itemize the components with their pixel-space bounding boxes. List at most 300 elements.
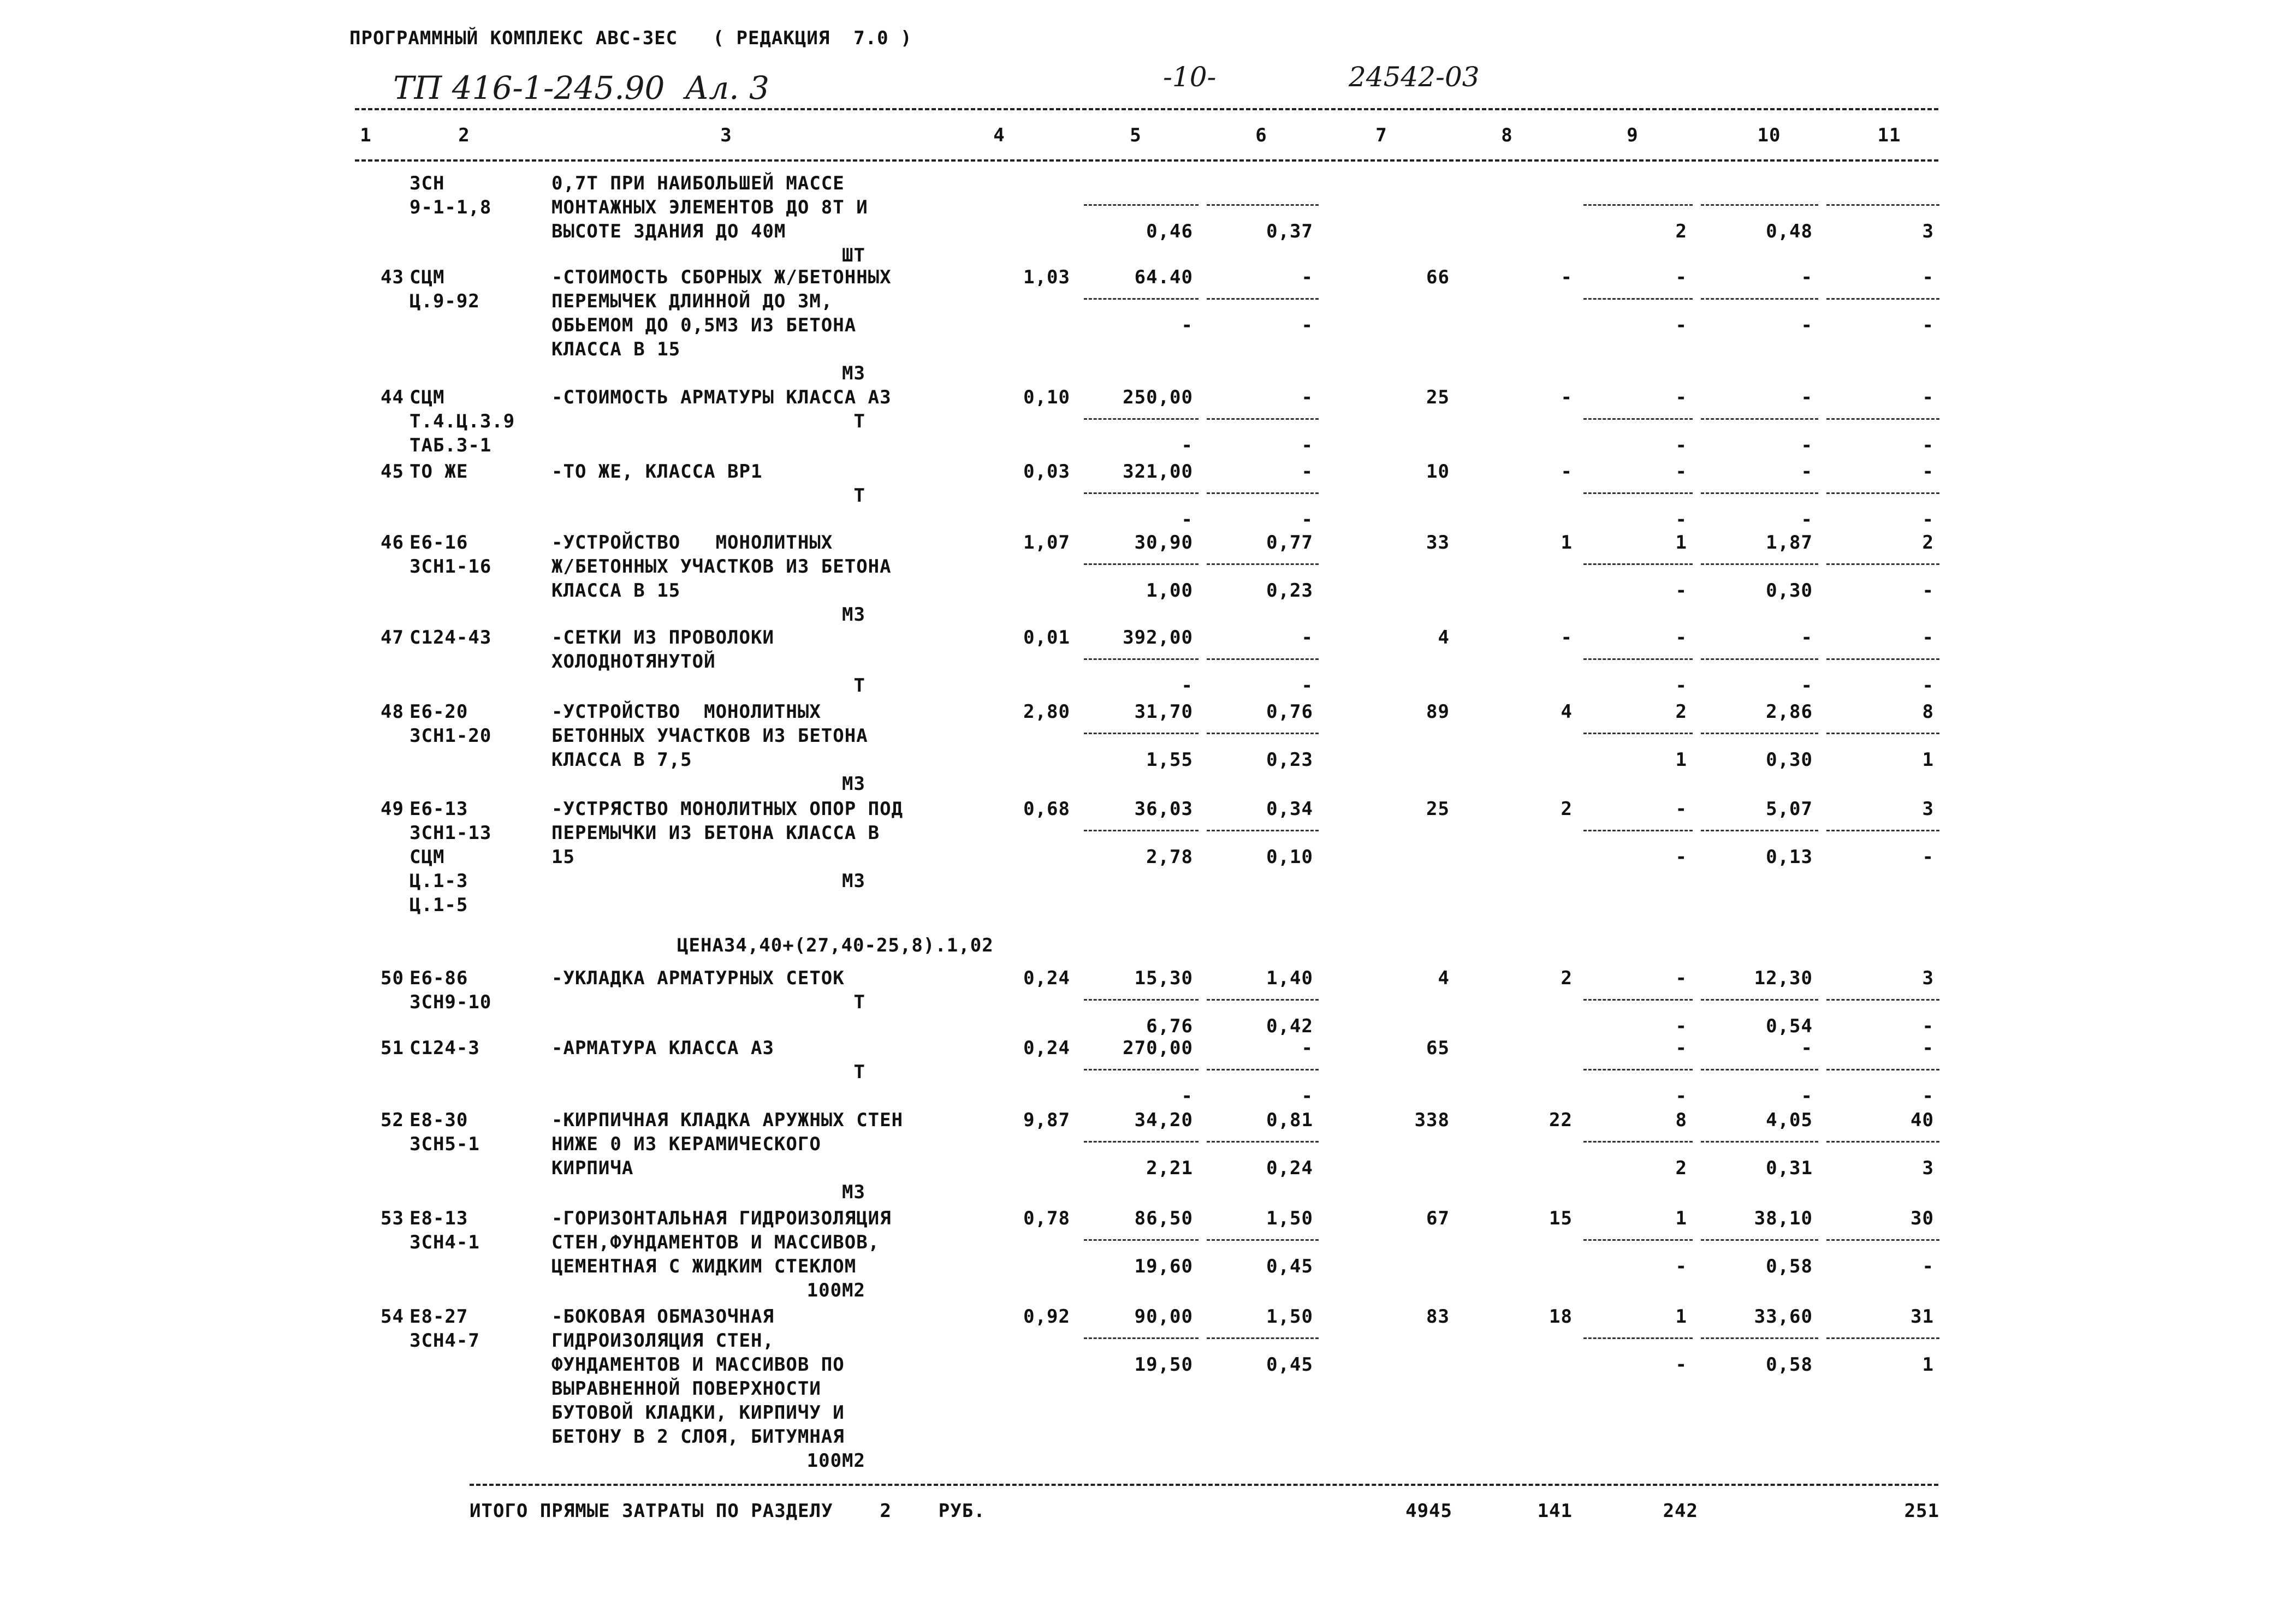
- col11-value: -: [1922, 1037, 1934, 1059]
- quantity: 0,01: [1023, 627, 1070, 649]
- col10-sub-value: -: [1801, 675, 1813, 697]
- col9-sub-value: -: [1675, 675, 1687, 697]
- machine-cost: 0,81: [1266, 1109, 1313, 1131]
- col9-sub-value: -: [1675, 846, 1687, 868]
- col9-value: -: [1675, 386, 1687, 408]
- work-description: 15: [551, 846, 575, 868]
- total-wages: 22: [1549, 1109, 1573, 1131]
- quantity: 0,68: [1023, 798, 1070, 820]
- col9-sub-value: -: [1675, 1085, 1687, 1107]
- cell-divider: [1207, 733, 1319, 734]
- unit-price-wages: 6,76: [1146, 1015, 1193, 1037]
- column-header-6: 6: [1255, 124, 1267, 146]
- col10-sub-value: -: [1801, 1085, 1813, 1107]
- unit-price-wages: 2,78: [1146, 846, 1193, 868]
- total-wages: 2: [1561, 967, 1573, 989]
- col9-sub-value: -: [1675, 580, 1687, 602]
- col10-value: -: [1801, 461, 1813, 483]
- cell-divider: [1207, 492, 1319, 494]
- col11-sub-value: -: [1922, 1015, 1934, 1037]
- col10-value: 4,05: [1766, 1109, 1813, 1131]
- work-description: ПЕРЕМЫЧЕК ДЛИННОЙ ДО 3М,: [551, 290, 833, 312]
- unit-of-measure: М3: [842, 604, 865, 626]
- unit-price-wages: -: [1181, 435, 1193, 456]
- unit-price: 250,00: [1123, 386, 1193, 408]
- cell-divider: [1583, 999, 1693, 1001]
- machine-wages: -: [1301, 509, 1313, 531]
- total-wages: 18: [1549, 1306, 1573, 1328]
- col11-value: 8: [1922, 701, 1934, 723]
- work-description: -СТОИМОСТЬ СБОРНЫХ Ж/БЕТОННЫХ: [551, 266, 892, 288]
- cell-divider: [1084, 1069, 1199, 1070]
- cell-divider: [1207, 1069, 1319, 1070]
- project-code: ТП 416-1-245.90 Ал. 3: [393, 69, 769, 106]
- row-number: 44: [381, 386, 404, 408]
- cell-divider: [1583, 563, 1693, 565]
- unit-price-wages: 2,21: [1146, 1157, 1193, 1179]
- cell-divider: [1207, 658, 1319, 660]
- col10-value: 38,10: [1754, 1207, 1813, 1229]
- work-description: ПЕРЕМЫЧКИ ИЗ БЕТОНА КЛАССА В: [551, 822, 880, 844]
- work-description: -СТОИМОСТЬ АРМАТУРЫ КЛАССА А3: [551, 386, 892, 408]
- norm-code: С124-43: [410, 627, 492, 649]
- cell-divider: [1826, 1069, 1939, 1070]
- col9-value: 1: [1675, 1306, 1687, 1328]
- total-wages: 15: [1549, 1207, 1573, 1229]
- work-description: ЦЕМЕНТНАЯ С ЖИДКИМ СТЕКЛОМ: [551, 1256, 857, 1277]
- col9-sub-value: -: [1675, 1354, 1687, 1376]
- col10-sub-value: 0,31: [1766, 1157, 1813, 1179]
- col10-sub-value: 0,30: [1766, 749, 1813, 771]
- work-description: БЕТОННЫХ УЧАСТКОВ ИЗ БЕТОНА: [551, 725, 868, 747]
- cell-divider: [1583, 658, 1693, 660]
- cell-divider: [1084, 658, 1199, 660]
- row-number: 48: [381, 701, 404, 723]
- total-cost: 10: [1426, 461, 1450, 483]
- unit-price: 34,20: [1134, 1109, 1193, 1131]
- col9-value: -: [1675, 967, 1687, 989]
- norm-code: Е8-13: [410, 1207, 468, 1229]
- cell-divider: [1207, 830, 1319, 831]
- norm-code: Т.4.Ц.3.9: [410, 411, 515, 432]
- cell-divider: [1826, 1239, 1939, 1241]
- col10-sub-value: -: [1801, 314, 1813, 336]
- work-description: -КИРПИЧНАЯ КЛАДКА АРУЖНЫХ СТЕН: [551, 1109, 904, 1131]
- col11-value: 31: [1911, 1306, 1934, 1328]
- norm-code: СЦМ: [410, 386, 445, 408]
- norm-code: Е6-86: [410, 967, 468, 989]
- unit-price-wages: -: [1181, 314, 1193, 336]
- work-description: -УСТРЯСТВО МОНОЛИТНЫХ ОПОР ПОД: [551, 798, 904, 820]
- cell-divider: [1826, 1337, 1939, 1339]
- col10-sub-value: 0,48: [1766, 221, 1813, 242]
- col10-value: -: [1801, 266, 1813, 288]
- unit-price: 270,00: [1123, 1037, 1193, 1059]
- machine-cost: -: [1301, 386, 1313, 408]
- col10-value: 1,87: [1766, 532, 1813, 554]
- norm-code: Ц.9-92: [410, 290, 480, 312]
- cell-divider: [1207, 563, 1319, 565]
- column-header-8: 8: [1501, 124, 1513, 146]
- cell-divider: [1826, 733, 1939, 734]
- norm-code: Е8-27: [410, 1306, 468, 1328]
- row-number: 53: [381, 1207, 404, 1229]
- norm-code: ТАБ.3-1: [410, 435, 492, 456]
- col9-value: 1: [1675, 532, 1687, 554]
- cell-divider: [1701, 658, 1818, 660]
- unit-price-wages: 19,50: [1134, 1354, 1193, 1376]
- total-cost: 25: [1426, 798, 1450, 820]
- norm-code: ЗСН4-7: [410, 1330, 480, 1352]
- col9-sub-value: 2: [1675, 221, 1687, 242]
- cell-divider: [1701, 733, 1818, 734]
- col10-value: 5,07: [1766, 798, 1813, 820]
- total-wages: 1: [1561, 532, 1573, 554]
- col10-value: -: [1801, 627, 1813, 649]
- unit-price-wages: 1,00: [1146, 580, 1193, 602]
- row-number: 46: [381, 532, 404, 554]
- cell-divider: [1701, 563, 1818, 565]
- quantity: 1,03: [1023, 266, 1070, 288]
- cell-divider: [1583, 1337, 1693, 1339]
- column-header-7: 7: [1375, 124, 1387, 146]
- cell-divider: [1084, 492, 1199, 494]
- col11-value: 2: [1922, 532, 1934, 554]
- cell-divider: [1701, 204, 1818, 206]
- col9-value: -: [1675, 627, 1687, 649]
- total-cost: 338: [1414, 1109, 1450, 1131]
- unit-of-measure: Т: [853, 675, 865, 697]
- total-cost: 4: [1438, 967, 1450, 989]
- col11-sub-value: -: [1922, 435, 1934, 456]
- cell-divider: [1701, 298, 1818, 300]
- col11-sub-value: 1: [1922, 1354, 1934, 1376]
- footer-rule: [470, 1484, 1938, 1486]
- work-description: -ТО ЖЕ, КЛАССА ВР1: [551, 461, 763, 483]
- cell-divider: [1826, 492, 1939, 494]
- cell-divider: [1701, 1069, 1818, 1070]
- unit-price: 30,90: [1134, 532, 1193, 554]
- col9-sub-value: -: [1675, 1015, 1687, 1037]
- quantity: 0,24: [1023, 1037, 1070, 1059]
- work-description: -ГОРИЗОНТАЛЬНАЯ ГИДРОИЗОЛЯЦИЯ: [551, 1207, 892, 1229]
- col11-value: 30: [1911, 1207, 1934, 1229]
- col9-value: 2: [1675, 701, 1687, 723]
- norm-code: ЗСН9-10: [410, 991, 492, 1013]
- col9-sub-value: -: [1675, 314, 1687, 336]
- machine-wages: 0,42: [1266, 1015, 1313, 1037]
- unit-of-measure: М3: [842, 1181, 865, 1203]
- col9-value: -: [1675, 266, 1687, 288]
- col9-value: 8: [1675, 1109, 1687, 1131]
- cell-divider: [1084, 563, 1199, 565]
- unit-of-measure: Т: [853, 991, 865, 1013]
- col11-value: -: [1922, 461, 1934, 483]
- cell-divider: [1826, 999, 1939, 1001]
- col10-sub-value: -: [1801, 509, 1813, 531]
- work-description: НИЖЕ 0 ИЗ КЕРАМИЧЕСКОГО: [551, 1133, 821, 1155]
- cell-divider: [1207, 204, 1319, 206]
- column-header-11: 11: [1877, 124, 1901, 146]
- row-number: 52: [381, 1109, 404, 1131]
- cell-divider: [1583, 204, 1693, 206]
- quantity: 0,10: [1023, 386, 1070, 408]
- footer-total: 4945: [1405, 1500, 1452, 1522]
- cell-divider: [1826, 658, 1939, 660]
- machine-wages: 0,10: [1266, 846, 1313, 868]
- cell-divider: [1701, 999, 1818, 1001]
- unit-of-measure: 100М2: [806, 1450, 865, 1472]
- work-description: -УСТРОЙСТВО МОНОЛИТНЫХ: [551, 532, 833, 554]
- unit-of-measure: Т: [853, 485, 865, 507]
- unit-price-wages: 1,55: [1146, 749, 1193, 771]
- cell-divider: [1826, 830, 1939, 831]
- quantity: 0,24: [1023, 967, 1070, 989]
- machine-cost: -: [1301, 627, 1313, 649]
- machine-cost: 1,50: [1266, 1207, 1313, 1229]
- norm-code: ЗСН1-16: [410, 556, 492, 578]
- norm-code: Е6-20: [410, 701, 468, 723]
- column-header-2: 2: [458, 124, 470, 146]
- unit-price-wages: 19,60: [1134, 1256, 1193, 1277]
- col10-value: 12,30: [1754, 967, 1813, 989]
- work-description: -АРМАТУРА КЛАССА А3: [551, 1037, 774, 1059]
- col10-value: -: [1801, 1037, 1813, 1059]
- total-wages: -: [1561, 386, 1573, 408]
- col11-sub-value: -: [1922, 509, 1934, 531]
- column-header-10: 10: [1757, 124, 1781, 146]
- work-description: МОНТАЖНЫХ ЭЛЕМЕНТОВ ДО 8Т И: [551, 197, 868, 218]
- norm-code: СЦМ: [410, 266, 445, 288]
- col11-value: -: [1922, 386, 1934, 408]
- machine-wages: 0,23: [1266, 580, 1313, 602]
- total-cost: 83: [1426, 1306, 1450, 1328]
- machine-wages: 0,37: [1266, 221, 1313, 242]
- col9-sub-value: -: [1675, 1256, 1687, 1277]
- machine-cost: 1,40: [1266, 967, 1313, 989]
- row-number: 50: [381, 967, 404, 989]
- norm-code: С124-3: [410, 1037, 480, 1059]
- col9-sub-value: -: [1675, 435, 1687, 456]
- work-description: БУТОВОЙ КЛАДКИ, КИРПИЧУ И: [551, 1402, 845, 1424]
- footer-col11: 251: [1904, 1500, 1939, 1522]
- cell-divider: [1084, 1239, 1199, 1241]
- price-calculation-note: ЦЕНА34,40+(27,40-25,8).1,02: [677, 935, 994, 956]
- total-cost: 89: [1426, 701, 1450, 723]
- quantity: 0,78: [1023, 1207, 1070, 1229]
- col11-value: 3: [1922, 967, 1934, 989]
- row-number: 49: [381, 798, 404, 820]
- col11-sub-value: -: [1922, 1256, 1934, 1277]
- norm-code: ЗСН5-1: [410, 1133, 480, 1155]
- work-description: ВЫСОТЕ ЗДАНИЯ ДО 40М: [551, 221, 786, 242]
- total-wages: 2: [1561, 798, 1573, 820]
- col9-value: -: [1675, 461, 1687, 483]
- cell-divider: [1207, 1337, 1319, 1339]
- cell-divider: [1084, 298, 1199, 300]
- unit-price: 392,00: [1123, 627, 1193, 649]
- col9-value: -: [1675, 798, 1687, 820]
- unit-price: 321,00: [1123, 461, 1193, 483]
- program-title: ПРОГРАММНЫЙ КОМПЛЕКС АВС-3ЕС ( РЕДАКЦИЯ 7.0 ): [349, 27, 912, 49]
- norm-code: Е8-30: [410, 1109, 468, 1131]
- row-number: 43: [381, 266, 404, 288]
- cell-divider: [1084, 830, 1199, 831]
- cell-divider: [1084, 1337, 1199, 1339]
- work-description: 0,7Т ПРИ НАИБОЛЬШЕЙ МАССЕ: [551, 172, 845, 194]
- cell-divider: [1084, 733, 1199, 734]
- machine-cost: -: [1301, 266, 1313, 288]
- unit-of-measure: Т: [853, 411, 865, 432]
- col10-sub-value: 0,54: [1766, 1015, 1813, 1037]
- work-description: ОБЬЕМОМ ДО 0,5М3 ИЗ БЕТОНА: [551, 314, 857, 336]
- cell-divider: [1583, 1069, 1693, 1070]
- cell-divider: [1207, 1239, 1319, 1241]
- cell-divider: [1207, 999, 1319, 1001]
- total-cost: 67: [1426, 1207, 1450, 1229]
- col10-value: 2,86: [1766, 701, 1813, 723]
- norm-code: Ц.1-3: [410, 870, 468, 892]
- cell-divider: [1207, 1141, 1319, 1143]
- work-description: ВЫРАВНЕННОЙ ПОВЕРХНОСТИ: [551, 1378, 821, 1400]
- col11-value: 3: [1922, 798, 1934, 820]
- total-cost: 33: [1426, 532, 1450, 554]
- unit-price: 31,70: [1134, 701, 1193, 723]
- cell-divider: [1701, 418, 1818, 420]
- machine-cost: 1,50: [1266, 1306, 1313, 1328]
- quantity: 0,92: [1023, 1306, 1070, 1328]
- work-description: БЕТОНУ В 2 СЛОЯ, БИТУМНАЯ: [551, 1426, 845, 1448]
- work-description: КЛАССА В 15: [551, 580, 681, 602]
- row-number: 54: [381, 1306, 404, 1328]
- col11-sub-value: -: [1922, 846, 1934, 868]
- work-description: КИРПИЧА: [551, 1157, 634, 1179]
- cell-divider: [1826, 1141, 1939, 1143]
- col11-sub-value: 3: [1922, 1157, 1934, 1179]
- total-wages: -: [1561, 266, 1573, 288]
- col11-value: 40: [1911, 1109, 1934, 1131]
- unit-price-wages: -: [1181, 509, 1193, 531]
- col11-sub-value: -: [1922, 675, 1934, 697]
- col10-sub-value: 0,58: [1766, 1256, 1813, 1277]
- unit-of-measure: М3: [842, 362, 865, 384]
- footer-machines: 242: [1663, 1500, 1698, 1522]
- work-description: -СЕТКИ ИЗ ПРОВОЛОКИ: [551, 627, 774, 649]
- machine-cost: 0,76: [1266, 701, 1313, 723]
- norm-code: СЦМ: [410, 846, 445, 868]
- row-number: 47: [381, 627, 404, 649]
- unit-of-measure: Т: [853, 1061, 865, 1083]
- work-description: СТЕН,ФУНДАМЕНТОВ И МАССИВОВ,: [551, 1232, 880, 1253]
- col10-sub-value: 0,58: [1766, 1354, 1813, 1376]
- header-rule-bottom: [355, 159, 1938, 162]
- unit-price: 90,00: [1134, 1306, 1193, 1328]
- machine-wages: -: [1301, 675, 1313, 697]
- unit-price: 64.40: [1134, 266, 1193, 288]
- column-header-3: 3: [720, 124, 732, 146]
- col11-sub-value: 1: [1922, 749, 1934, 771]
- machine-wages: 0,45: [1266, 1354, 1313, 1376]
- row-number: 51: [381, 1037, 404, 1059]
- quantity: 2,80: [1023, 701, 1070, 723]
- cell-divider: [1826, 204, 1939, 206]
- norm-code: ЗСН1-13: [410, 822, 492, 844]
- unit-price: 86,50: [1134, 1207, 1193, 1229]
- footer-wages: 141: [1537, 1500, 1573, 1522]
- col10-sub-value: 0,30: [1766, 580, 1813, 602]
- work-description: ГИДРОИЗОЛЯЦИЯ СТЕН,: [551, 1330, 774, 1352]
- cell-divider: [1583, 418, 1693, 420]
- cell-divider: [1583, 830, 1693, 831]
- total-wages: 4: [1561, 701, 1573, 723]
- cell-divider: [1207, 298, 1319, 300]
- machine-wages: 0,23: [1266, 749, 1313, 771]
- cell-divider: [1583, 492, 1693, 494]
- work-description: Ж/БЕТОННЫХ УЧАСТКОВ ИЗ БЕТОНА: [551, 556, 892, 578]
- col9-value: -: [1675, 1037, 1687, 1059]
- col11-sub-value: -: [1922, 580, 1934, 602]
- col11-sub-value: 3: [1922, 221, 1934, 242]
- norm-code: ЗСН1-20: [410, 725, 492, 747]
- cell-divider: [1084, 418, 1199, 420]
- unit-price: 36,03: [1134, 798, 1193, 820]
- col11-sub-value: -: [1922, 314, 1934, 336]
- unit-price-wages: -: [1181, 1085, 1193, 1107]
- machine-wages: -: [1301, 435, 1313, 456]
- quantity: 1,07: [1023, 532, 1070, 554]
- cell-divider: [1207, 418, 1319, 420]
- cell-divider: [1701, 1141, 1818, 1143]
- total-wages: -: [1561, 627, 1573, 649]
- unit-price-wages: 0,46: [1146, 221, 1193, 242]
- machine-wages: 0,45: [1266, 1256, 1313, 1277]
- footer-label: ИТОГО ПРЯМЫЕ ЗАТРАТЫ ПО РАЗДЕЛУ 2 РУБ.: [470, 1500, 986, 1522]
- norm-code: Ц.1-5: [410, 894, 468, 916]
- unit-of-measure: ШТ: [842, 245, 865, 266]
- cell-divider: [1084, 204, 1199, 206]
- unit-of-measure: М3: [842, 870, 865, 892]
- col11-sub-value: -: [1922, 1085, 1934, 1107]
- col11-value: -: [1922, 627, 1934, 649]
- total-cost: 4: [1438, 627, 1450, 649]
- col10-sub-value: 0,13: [1766, 846, 1813, 868]
- cell-divider: [1583, 298, 1693, 300]
- cell-divider: [1583, 1141, 1693, 1143]
- norm-code: ЗСН: [410, 172, 445, 194]
- quantity: 0,03: [1023, 461, 1070, 483]
- norm-code: Е6-13: [410, 798, 468, 820]
- col10-sub-value: -: [1801, 435, 1813, 456]
- norm-code: Е6-16: [410, 532, 468, 554]
- column-header-4: 4: [993, 124, 1005, 146]
- machine-cost: -: [1301, 1037, 1313, 1059]
- cell-divider: [1826, 563, 1939, 565]
- work-description: -УСТРОЙСТВО МОНОЛИТНЫХ: [551, 701, 821, 723]
- unit-price-wages: -: [1181, 675, 1193, 697]
- col10-value: 33,60: [1754, 1306, 1813, 1328]
- col11-value: -: [1922, 266, 1934, 288]
- machine-cost: -: [1301, 461, 1313, 483]
- norm-code: 9-1-1,8: [410, 197, 492, 218]
- norm-code: ТО ЖЕ: [410, 461, 468, 483]
- work-description: ХОЛОДНОТЯНУТОЙ: [551, 651, 716, 673]
- col9-sub-value: -: [1675, 509, 1687, 531]
- col9-sub-value: 2: [1675, 1157, 1687, 1179]
- column-header-5: 5: [1130, 124, 1142, 146]
- col9-value: 1: [1675, 1207, 1687, 1229]
- header-rule-top: [355, 108, 1938, 110]
- cell-divider: [1701, 1337, 1818, 1339]
